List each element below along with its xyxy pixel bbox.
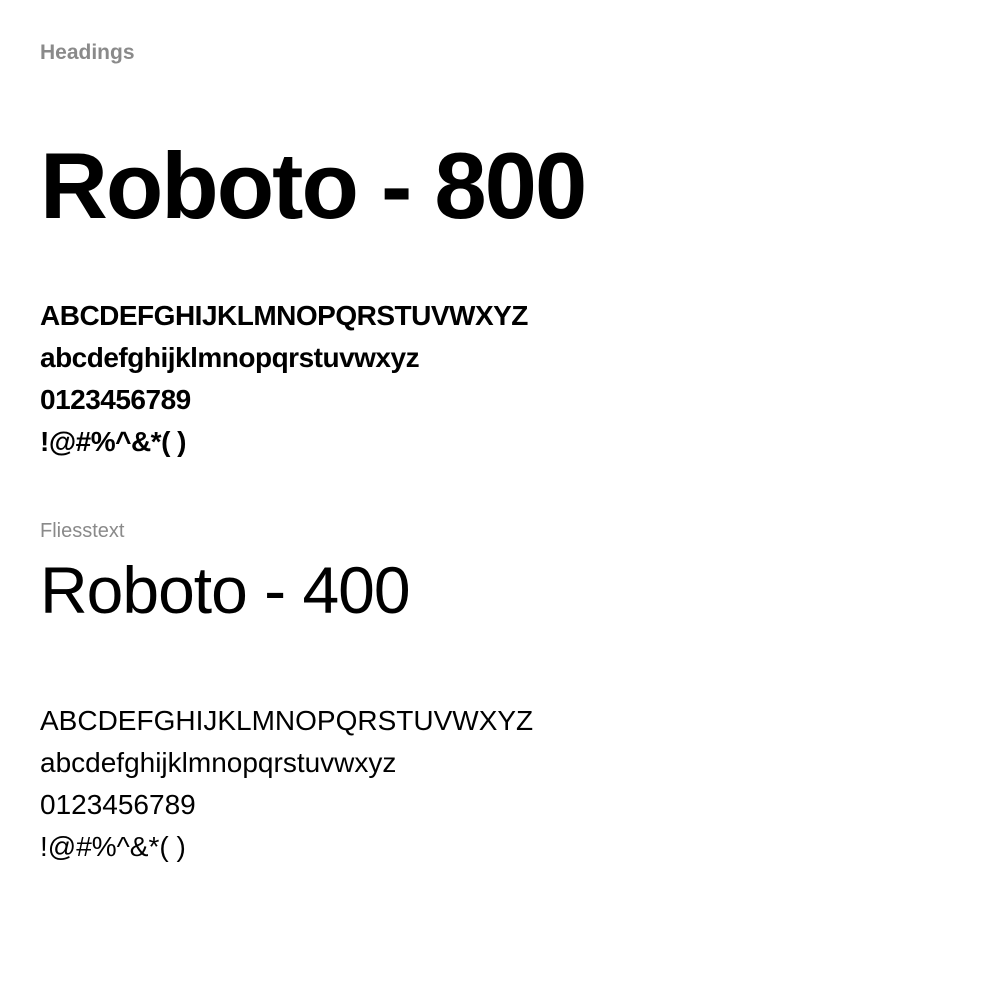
specimen-symbols-line: !@#%^&*( ) — [40, 831, 186, 862]
fliesstext-section-label: Fliesstext — [40, 520, 125, 542]
headings-specimen-block — [40, 295, 960, 463]
headings-font-title: Roboto - 800 — [40, 133, 586, 238]
typography-specimen-page — [0, 42, 1000, 868]
specimen-lowercase-line: abcdefghijklmnopqrstuvwxyz — [40, 747, 397, 778]
specimen-numbers-line: 0123456789 — [40, 789, 196, 820]
specimen-lowercase-line: abcdefghijklmnopqrstuvwxyz — [40, 342, 420, 373]
specimen-numbers-line: 0123456789 — [40, 384, 191, 415]
specimen-uppercase-line: ABCDEFGHIJKLMNOPQRSTUVWXYZ — [40, 705, 534, 736]
headings-section — [40, 42, 960, 463]
headings-section-label: Headings — [40, 41, 135, 64]
fliesstext-section — [40, 521, 960, 868]
specimen-uppercase-line: ABCDEFGHIJKLMNOPQRSTUVWXYZ — [40, 300, 528, 331]
specimen-symbols-line: !@#%^&*( ) — [40, 426, 186, 457]
fliesstext-font-title: Roboto - 400 — [40, 553, 410, 627]
fliesstext-specimen-block — [40, 700, 960, 868]
